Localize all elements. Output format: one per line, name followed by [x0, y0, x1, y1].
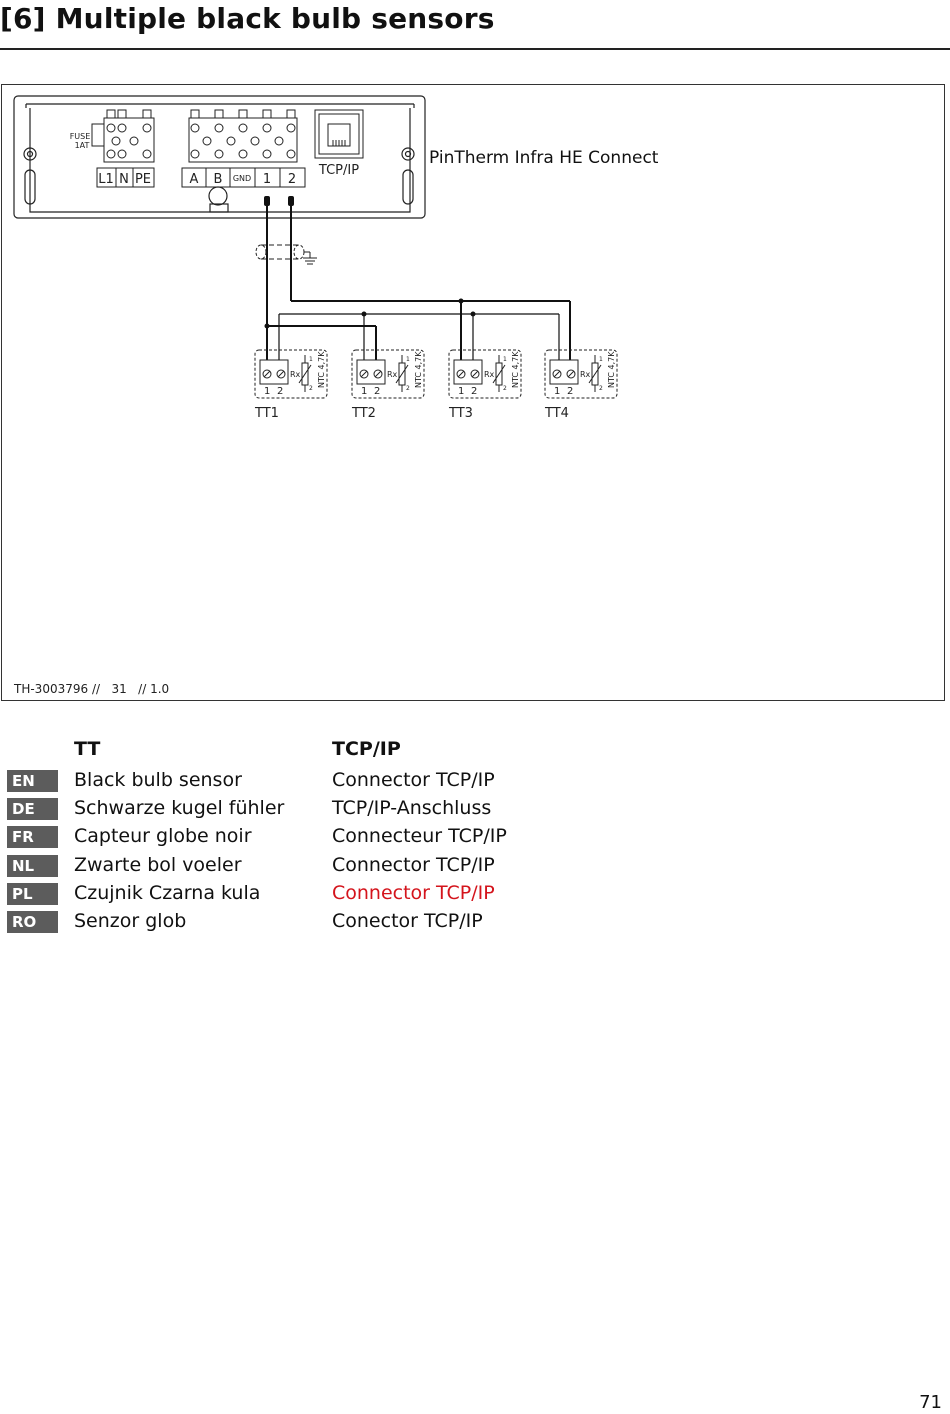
sensor-tt3: [449, 350, 521, 398]
svg-text:1: 1: [554, 386, 561, 397]
svg-text:2: 2: [567, 386, 574, 397]
legend-tcp-text: TCP/IP-Anschluss: [332, 797, 492, 819]
legend-header-tt: TT: [74, 738, 101, 760]
fuse-label: FUSE: [69, 132, 91, 141]
language-badge: PL: [7, 883, 58, 905]
svg-text:1: 1: [361, 386, 368, 397]
legend-tt-text: Black bulb sensor: [74, 769, 242, 791]
legend-tcp-text: Connecteur TCP/IP: [332, 825, 507, 847]
sensor-label-tt2: TT2: [352, 406, 376, 421]
legend-tt-text: Czujnik Czarna kula: [74, 882, 261, 904]
sensor-label-tt3: TT3: [449, 406, 473, 421]
svg-text:2: 2: [406, 385, 410, 392]
language-badge: EN: [7, 770, 58, 792]
language-badge: FR: [7, 826, 58, 848]
svg-text:Rx: Rx: [387, 370, 398, 379]
svg-text:2: 2: [374, 386, 381, 397]
svg-text:Rx: Rx: [580, 370, 591, 379]
sensor-tt4: [545, 350, 617, 398]
svg-text:1: 1: [264, 386, 271, 397]
language-badge: RO: [7, 911, 58, 933]
svg-text:2: 2: [277, 386, 284, 397]
legend-tcp-text: Connector TCP/IP: [332, 769, 495, 791]
sensor-label-tt1: TT1: [255, 406, 279, 421]
tcp-ip-port-icon: [315, 110, 363, 158]
sensor-tt1: [255, 350, 327, 398]
terminal-label-l1: L1: [98, 172, 114, 187]
svg-text:NTC 4,7K: NTC 4,7K: [414, 351, 423, 388]
legend-tt-text: Capteur globe noir: [74, 825, 252, 847]
svg-text:1: 1: [406, 356, 410, 363]
device-name: PinTherm Infra HE Connect: [429, 148, 659, 168]
svg-text:NTC 4,7K: NTC 4,7K: [317, 351, 326, 388]
sensor-tt2: [352, 350, 424, 398]
cable-shield-ground-icon: [256, 245, 317, 264]
fuse-rating-label: 1AT: [74, 141, 90, 150]
svg-text:Rx: Rx: [290, 370, 301, 379]
legend-tcp-text: Connector TCP/IP: [332, 854, 495, 876]
language-badge: NL: [7, 855, 58, 877]
legend-tt-text: Schwarze kugel fühler: [74, 797, 285, 819]
diagram-reference-code: TH-3003796 // 31 // 1.0: [14, 682, 170, 696]
terminal-label-pe: PE: [134, 172, 152, 187]
legend-tt-text: Zwarte bol voeler: [74, 854, 242, 876]
svg-text:2: 2: [309, 385, 313, 392]
svg-text:1: 1: [503, 356, 507, 363]
svg-text:2: 2: [471, 386, 478, 397]
terminal-label-2: 2: [287, 172, 297, 187]
svg-text:Rx: Rx: [484, 370, 495, 379]
legend-tcp-text: Connector TCP/IP: [332, 882, 495, 904]
svg-text:NTC 4,7K: NTC 4,7K: [511, 351, 520, 388]
svg-text:1: 1: [458, 386, 465, 397]
legend-header-tcp-ip: TCP/IP: [332, 738, 401, 760]
page-title: [6] Multiple black bulb sensors: [0, 2, 495, 35]
svg-text:NTC 4,7K: NTC 4,7K: [607, 351, 616, 388]
legend-tt-text: Senzor glob: [74, 910, 187, 932]
terminal-label-n: N: [119, 172, 129, 187]
svg-text:1: 1: [599, 356, 603, 363]
svg-text:2: 2: [503, 385, 507, 392]
wire-ferrules: [264, 196, 294, 206]
language-badge: DE: [7, 798, 58, 820]
page-number: 71: [919, 1392, 942, 1413]
sensor-label-tt4: TT4: [545, 406, 569, 421]
svg-text:1: 1: [309, 356, 313, 363]
sensor-wiring: [267, 200, 570, 360]
terminal-label-gnd: GND: [232, 174, 252, 183]
terminal-label-b: B: [213, 172, 223, 187]
svg-text:2: 2: [599, 385, 603, 392]
terminal-label-a: A: [189, 172, 199, 187]
tcp-ip-port-label: TCP/IP: [318, 163, 360, 178]
terminal-label-1: 1: [262, 172, 272, 187]
legend-tcp-text: Conector TCP/IP: [332, 910, 483, 932]
